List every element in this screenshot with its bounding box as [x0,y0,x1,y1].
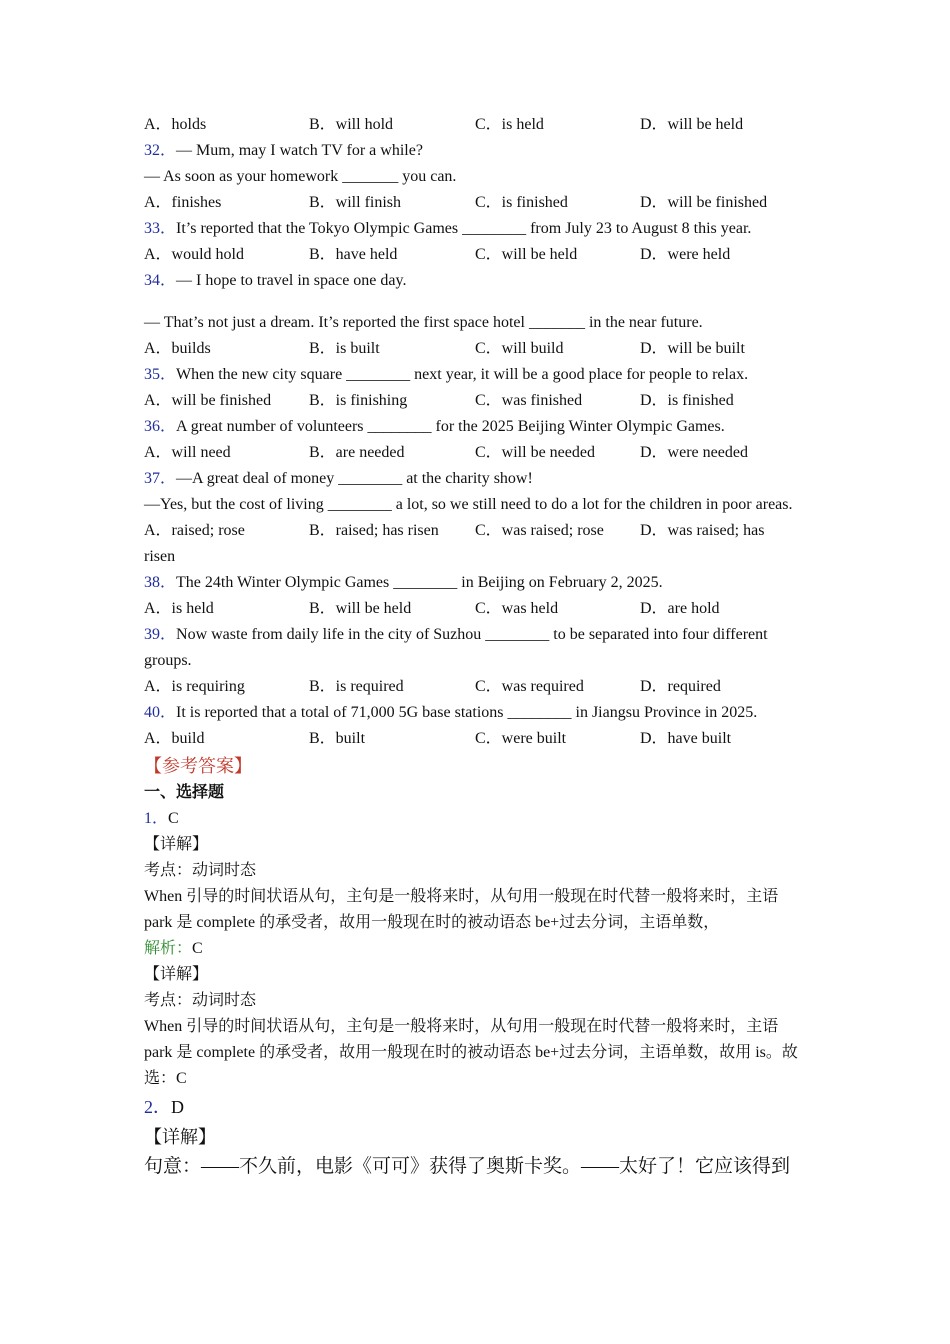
detail-label: 【详解】 [144,836,209,853]
q36-options [144,440,804,466]
option-c: C．was held [475,600,559,617]
option-b: B．will be held [309,600,412,617]
option-d: D．have built [640,730,732,747]
option-d: D．is finished [640,392,734,409]
option-b: B．is built [309,340,380,357]
q34-options [144,336,804,362]
q40-options [144,726,804,752]
question-number: 39． [144,626,177,643]
question-number: 34． [144,272,177,289]
option-d: D．were held [640,246,731,263]
question-32-line2: — As soon as your homework _______ you can. [144,168,457,185]
option-a: A．finishes [144,194,222,211]
q38-options [144,596,804,622]
option-d: D．was raised; has [640,522,765,539]
question-37 [144,466,804,492]
option-d: D．will be finished [640,194,768,211]
option-b: B．have held [309,246,398,263]
option-c: C．will be needed [475,444,595,461]
explanation: 句意：——不久前，电影《可可》获得了奥斯卡奖。——太好了！它应该得到 [144,1156,791,1177]
question-number: 35． [144,366,177,383]
detail-label: 【详解】 [144,966,209,983]
option-b: B．is required [309,678,404,695]
answer-value: D [171,1097,184,1117]
question-34-line2: — That’s not just a dream. It’s reported the first space hotel _______ in the near future. [144,314,703,331]
question-text: When the new city square ________ next year, it will be a good place for people to relax. [176,366,749,383]
question-text: Now waste from daily life in the city of Suzhou ________ to be separated into four different groups. [144,626,768,669]
question-text: A great number of volunteers ________ for the 2025 Beijing Winter Olympic Games. [176,418,725,435]
q33-options [144,242,804,268]
question-32 [144,138,804,164]
explanation: When 引导的时间状语从句，主句是一般将来时，从句用一般现在时代替一般将来时，主语 park 是 complete 的承受者，故用一般现在时的被动语态 be+过去分词，主语单数， [144,888,779,931]
option-b: B．raised; has risen [309,522,439,539]
option-c: C．was required [475,678,584,695]
option-d: D．will be built [640,340,745,357]
jiexi [144,936,804,962]
answer-number: 2． [144,1097,171,1117]
question-number: 38． [144,574,177,591]
option-a: A．raised; rose [144,522,245,539]
option-a: A．holds [144,116,207,133]
question-number: 37． [144,470,177,487]
question-34 [144,268,804,294]
option-c: C．will build [475,340,564,357]
question-text: The 24th Winter Olympic Games ________ in Beijing on February 2, 2025. [176,574,663,591]
q32-options [144,190,804,216]
section-title: 一、选择题 [144,784,225,801]
detail-label: 【详解】 [144,1127,216,1147]
option-c: C．is held [475,116,544,133]
question-number: 36． [144,418,177,435]
question-40 [144,700,804,726]
option-c: C．was raised; rose [475,522,604,539]
option-c: C．was finished [475,392,583,409]
q35-options [144,388,804,414]
option-a: A．will be finished [144,392,272,409]
option-a: A．is held [144,600,214,617]
question-text: — I hope to travel in space one day. [176,272,407,289]
option-b: B．is finishing [309,392,408,409]
question-37-line2: —Yes, but the cost of living ________ a lot, so we still need to do a lot for the children in poor areas. [144,496,793,513]
question-text: It is reported that a total of 71,000 5G base stations ________ in Jiangsu Province in 2025. [176,704,758,721]
option-b: B．are needed [309,444,405,461]
jiexi-answer: C [192,940,203,957]
option-a: A．is requiring [144,678,245,695]
option-c: C．will be held [475,246,578,263]
document-page [144,112,804,1182]
option-b: B．built [309,730,366,747]
option-d-overflow: risen [144,548,176,565]
q39-options [144,674,804,700]
question-39 [144,622,804,674]
option-a: A．would hold [144,246,245,263]
option-d: D．required [640,678,721,695]
question-35 [144,362,804,388]
question-33 [144,216,804,242]
option-d: D．are hold [640,600,720,617]
option-a: A．builds [144,340,211,357]
answer-number: 1． [144,810,169,827]
q37-options [144,518,804,544]
question-text: —A great deal of money ________ at the charity show! [176,470,533,487]
option-c: C．were built [475,730,567,747]
option-d: D．were needed [640,444,748,461]
option-a: A．build [144,730,205,747]
jiexi-label: 解析： [144,940,193,957]
answers-header: 【参考答案】 [144,756,252,776]
option-c: C．is finished [475,194,568,211]
option-b: B．will hold [309,116,394,133]
question-number: 32． [144,142,177,159]
spacer [144,294,804,310]
question-number: 40． [144,704,177,721]
option-a: A．will need [144,444,231,461]
answer-2 [144,1092,804,1122]
question-text: — Mum, may I watch TV for a while? [176,142,423,159]
question-38 [144,570,804,596]
knowledge-point: 考点：动词时态 [144,862,257,879]
option-b: B．will finish [309,194,402,211]
explanation: When 引导的时间状语从句，主句是一般将来时，从句用一般现在时代替一般将来时，主语 park 是 complete 的承受者，故用一般现在时的被动语态 be+过去分词，主语单数，故用 is。故选：C [144,1018,798,1087]
answer-value: C [168,810,179,827]
question-number: 33． [144,220,177,237]
knowledge-point: 考点：动词时态 [144,992,257,1009]
question-36 [144,414,804,440]
q31-options [144,112,804,138]
answer-1 [144,806,804,832]
question-text: It’s reported that the Tokyo Olympic Games ________ from July 23 to August 8 this year. [176,220,752,237]
option-d: D．will be held [640,116,744,133]
